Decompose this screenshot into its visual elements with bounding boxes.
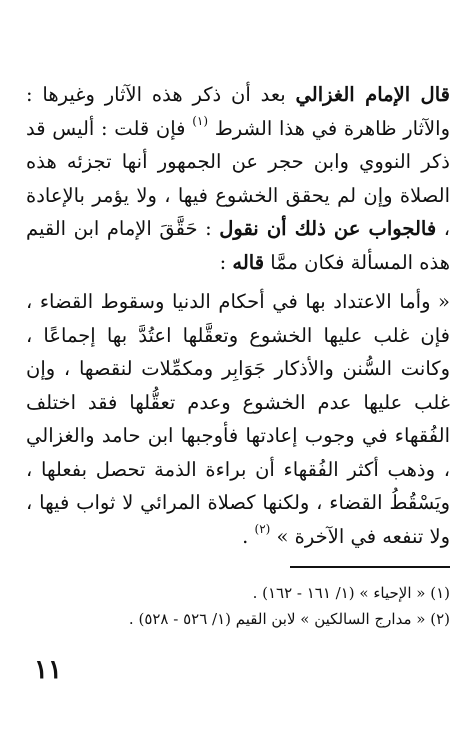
quote-text: « وأما الاعتداد بها في أحكام الدنيا وسقوط القضاء ، فإن غلب عليها الخشوع وتعقَّلها اعتُدَّ بها إجماعًا ، وكانت السُّنن والأذكار جَوَابِر ومكمِّلات لنقصها ، وإن غلب عليها عدم الخشوع وعدم تعقُّلها فقد اختلف الفُقهاء في وجوب إعادتها فأوجبها ابن حامد والغزالي ، وذهب أكثر الفُقهاء أن براءة الذمة تحصل بفعلها ، ويَسْقُطُ القضاء ، ولكنها كصلاة المرائي لا ثواب فيها ، ولا تنفعه في الآخرة »: [26, 290, 450, 548]
paragraph-1-text-1: بعد أن ذكر هذه الآثار وغيرها : والآثار ظاهرة في هذا الشرط: [26, 83, 451, 140]
footnotes: [26, 580, 450, 632]
paragraph-2-quote: [26, 285, 450, 553]
page-number: ١١: [34, 655, 62, 685]
footnote-divider: [290, 566, 450, 568]
said-word: قاله: [232, 250, 265, 274]
footnote-ref-1: (١): [192, 114, 209, 128]
footnote-ref-2: (٢): [254, 522, 271, 536]
answer-phrase: فالجواب عن ذلك أن نقول: [219, 217, 437, 240]
paragraph-1-text-3: : حَقَّقَ الإمام ابن القيم هذه المسألة فكان ممَّا: [26, 217, 450, 274]
quote-end: .: [242, 524, 255, 548]
paragraph-1-text-2: فإن قلت : أليس قد ذكر النووي وابن حجر عن الجمهور أنها تجزئه هذه الصلاة وإن لم يحقق الخشوع فيها ، ولا يؤمر بالإعادة ،: [26, 116, 450, 240]
paragraph-1-text-4: :: [219, 250, 233, 274]
footnote-2: (٢) « مدارج السالكين » لابن القيم (١/ ٥٢٦ - ٥٢٨) .: [128, 610, 450, 628]
main-text: [26, 78, 450, 553]
speaker-name: قال الإمام الغزالي: [295, 83, 450, 106]
footnote-1: (١) « الإحياء » (١/ ١٦١ - ١٦٢) .: [252, 584, 450, 602]
paragraph-1: [26, 78, 450, 279]
